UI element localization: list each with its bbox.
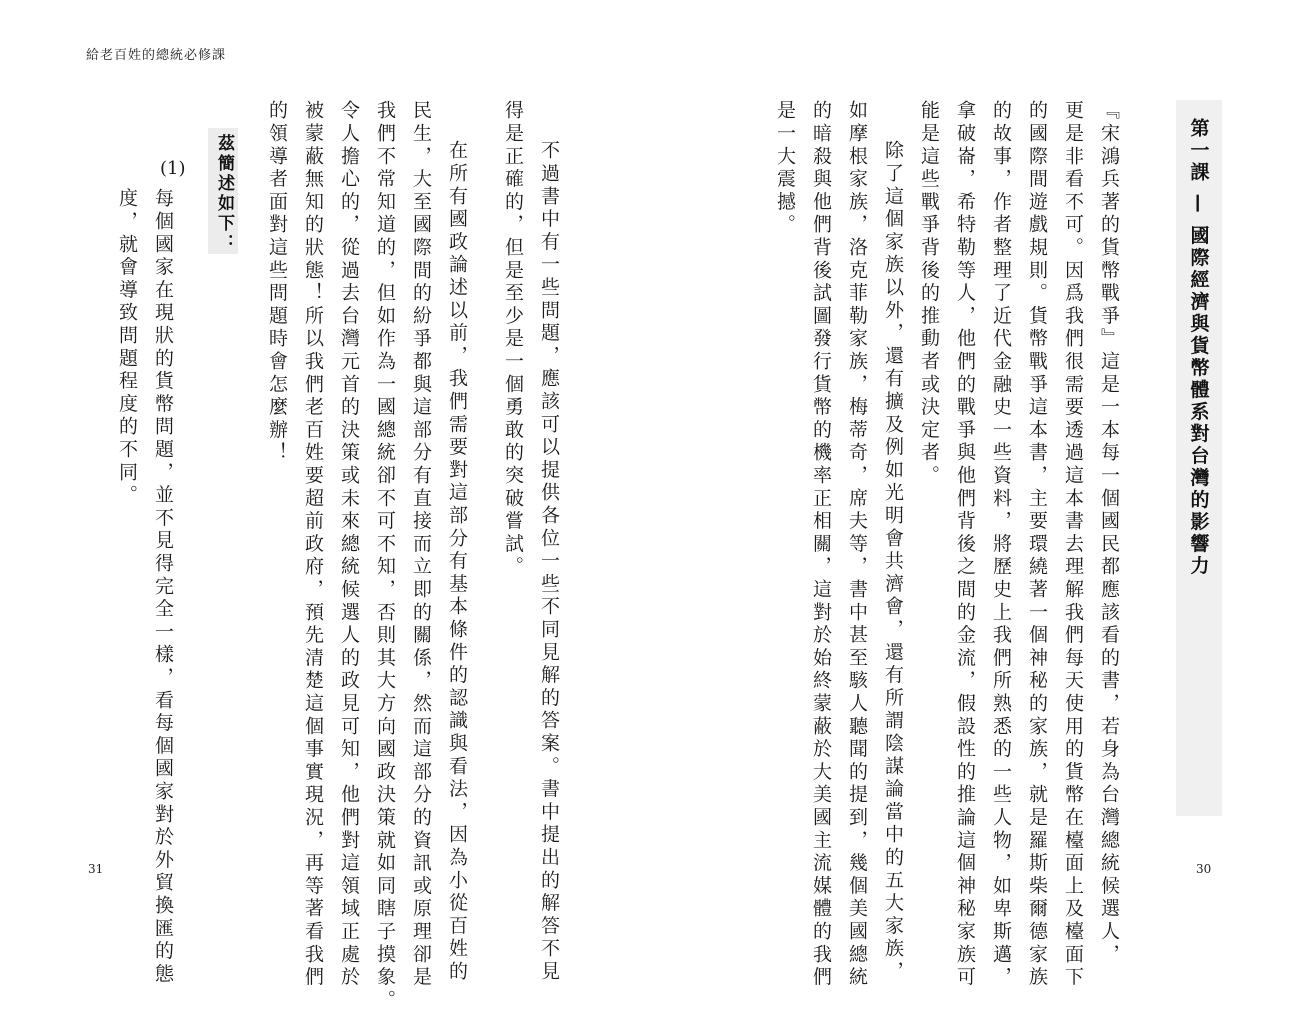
text-column: 的國際間遊戲規則。貨幣戰爭這本書，主要環繞著一個神秘的家族，就是羅斯柴爾德家族 (1026, 100, 1048, 990)
text-column: 如摩根家族，洛克菲勒家族，梅蒂奇，席夫等，書中甚至駭人聽聞的提到，幾個美國總統 (846, 100, 868, 990)
list-item-text: 每個國家在現狀的貨幣問題，並不見得完全一樣，看每個國家對於外貿換匯的態 (152, 188, 174, 986)
running-header: 給老百姓的總統必修課 (86, 48, 227, 63)
list-item-text: 度，就會導致問題程度的不同。 (116, 188, 138, 508)
text-column: 的領導者面對這些問題時會怎麼辦！ (266, 100, 288, 465)
text-column: 我們不常知道的，但如作為一國總統卻不可不知，否則其大方向國政決策就如同瞎子摸象。 (374, 100, 396, 1012)
text-column: 『宋鴻兵著的貨幣戰爭』這是一本每一個國民都應該看的書，若身為台灣總統候選人， (1098, 100, 1120, 967)
chapter-title-text: 第一課 — 國際經濟與貨幣體系對台灣的影響力 (1187, 118, 1210, 578)
section-heading (208, 128, 238, 254)
text-column: 得是正確的，但是至少是一個勇敢的突破嘗試。 (502, 100, 524, 579)
text-column: 被蒙蔽無知的狀態！所以我們老百姓要超前政府，預先清楚這個事實現況，再等著看我們 (302, 100, 324, 990)
text-column: 令人擔心的，從過去台灣元首的決策或未來總統候選人的政見可知，他們對這領域正處於 (338, 100, 360, 990)
text-column: 在所有國政論述以前，我們需要對這部分有基本條件的認識與看法，因為小從百姓的 (446, 140, 468, 984)
text-column: 的故事，作者整理了近代金融史一些資料，將歷史上我們所熟悉的一些人物，如卑斯邁， (990, 100, 1012, 990)
list-marker: (1) (160, 158, 186, 179)
text-column: 除了這個家族以外，還有擴及例如光明會共濟會，還有所謂陰謀論當中的五大家族， (882, 140, 904, 984)
text-column: 民生，大至國際間的紛爭都與這部分有直接而立即的關係，然而這部分的資訊或原理卻是 (410, 100, 432, 990)
text-column: 能是這些戰爭背後的推動者或決定者。 (918, 100, 940, 488)
chapter-title (1176, 118, 1222, 577)
text-column: 更是非看不可。因爲我們很需要透過這本書去理解我們每天使用的貨幣在檯面上及檯面下 (1062, 100, 1084, 990)
text-column: 不過書中有一些問題，應該可以提供各位一些不同見解的答案。書中提出的解答不見 (538, 140, 560, 984)
text-column: 的暗殺與他們背後試圖發行貨幣的機率正相關，這對於始終蒙蔽於大美國主流媒體的我們 (810, 100, 832, 990)
page-number-left: 31 (88, 862, 104, 876)
text-column: 拿破崙，希特勒等人，他們的戰爭與他們背後之間的金流，假設性的推論這個神秘家族可 (954, 100, 976, 990)
text-column: 是一大震撼。 (774, 100, 796, 237)
page-number-right: 30 (1196, 862, 1212, 876)
section-heading-text: 茲簡述如下： (214, 134, 234, 254)
